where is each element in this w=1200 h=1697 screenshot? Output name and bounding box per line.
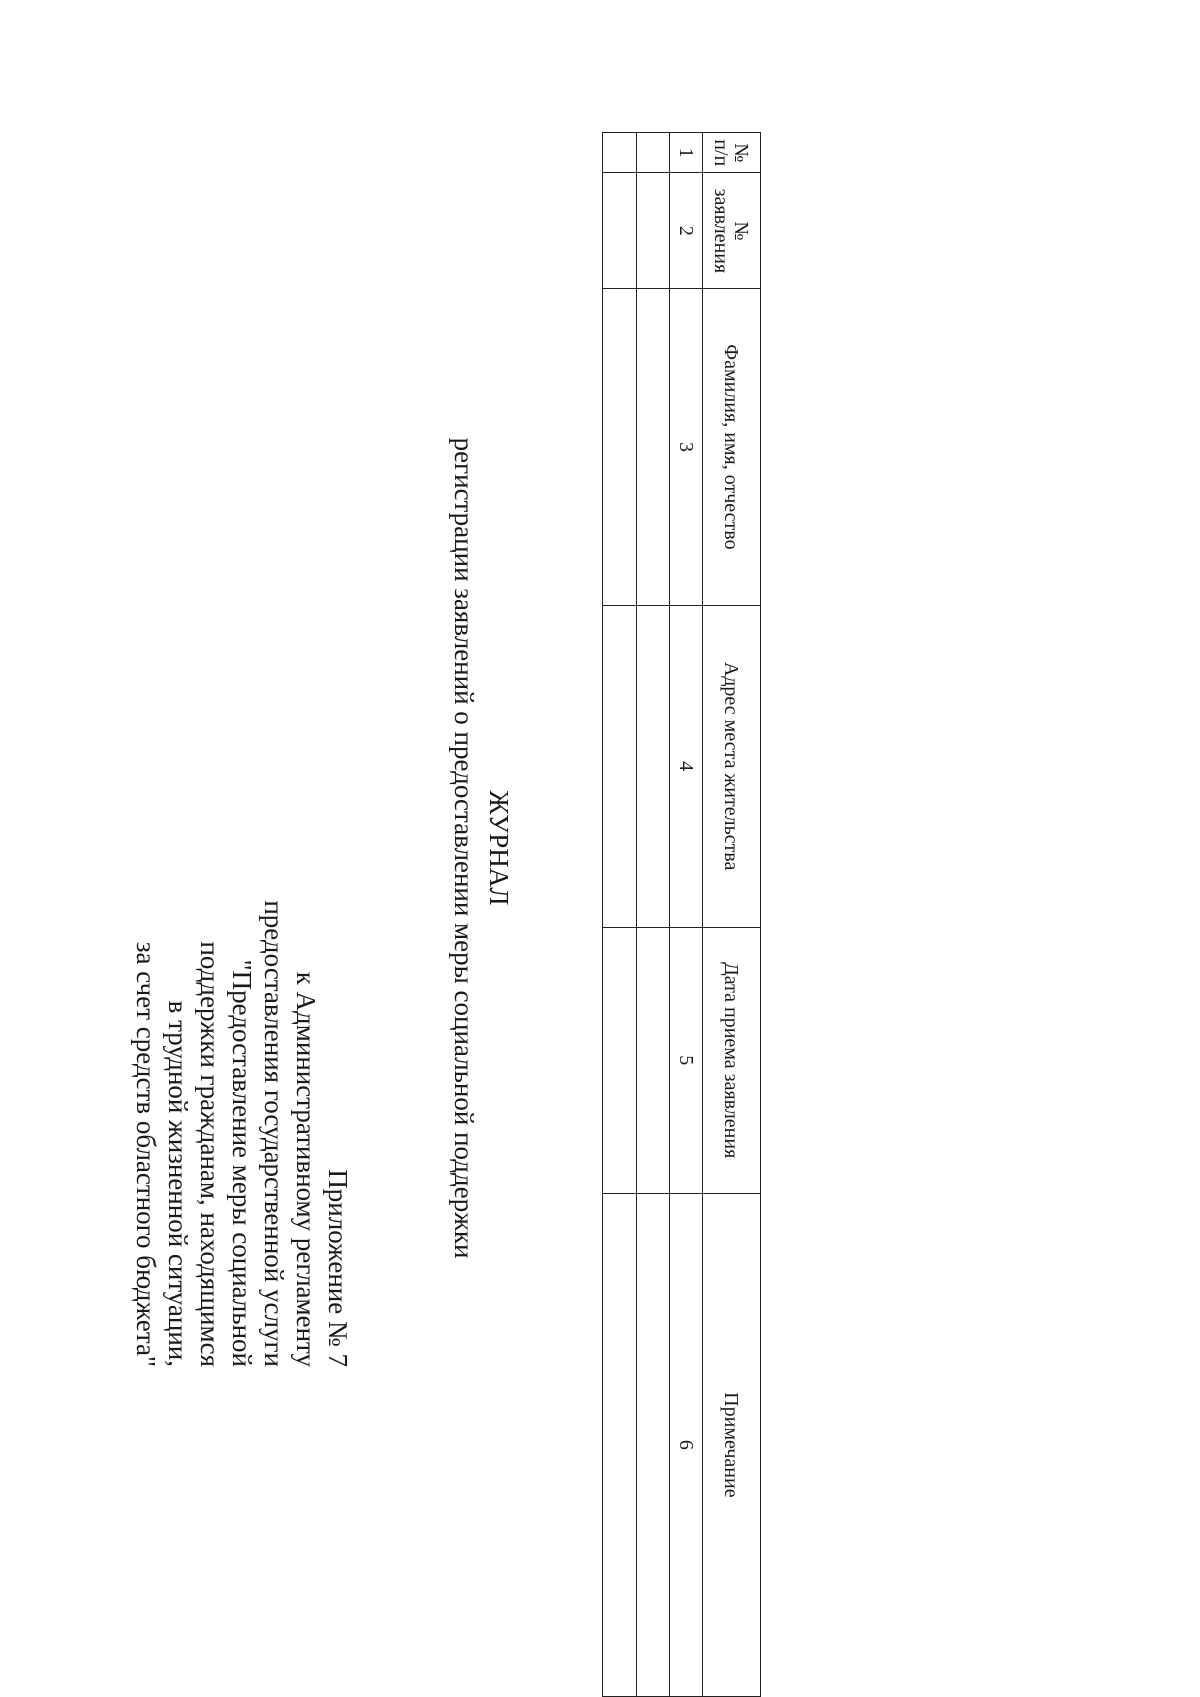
appendix-line: в трудной жизненной ситуации, (163, 1000, 193, 1367)
column-number-cell: 1 (670, 133, 703, 173)
column-number-cell: 5 (670, 927, 703, 1193)
empty-cell (603, 173, 637, 289)
registration-table (602, 132, 761, 1697)
empty-cell (603, 605, 637, 927)
appendix-line: предоставления государственной услуги (259, 900, 289, 1367)
column-number-cell: 3 (670, 289, 703, 605)
appendix-line: "Предоставление меры социальной (227, 959, 257, 1367)
empty-cell (637, 605, 670, 927)
column-number-cell: 6 (670, 1193, 703, 1696)
column-number-cell: 4 (670, 605, 703, 927)
column-header-full-name: Фамилия, имя, отчество (703, 289, 761, 605)
column-header-address: Адрес места жительства (703, 605, 761, 927)
document-title: ЖУРНАЛ (484, 790, 514, 906)
column-number-cell: 2 (670, 173, 703, 289)
appendix-block (130, 767, 354, 1367)
empty-cell (603, 289, 637, 605)
empty-cell (637, 173, 670, 289)
empty-cell (637, 927, 670, 1193)
table-row (670, 133, 703, 1697)
empty-cell (603, 133, 637, 173)
appendix-line: к Административному регламенту (291, 971, 321, 1367)
empty-cell (603, 927, 637, 1193)
document-subtitle: регистрации заявлений о предоставлении меры социальной поддержки (449, 437, 479, 1259)
empty-cell (637, 133, 670, 173)
appendix-line: за счет средств областного бюджета" (131, 941, 161, 1367)
table-row (637, 133, 670, 1697)
empty-cell (603, 1193, 637, 1696)
empty-cell (637, 1193, 670, 1696)
column-header-date: Дата приема заявления (703, 927, 761, 1193)
appendix-line: поддержки гражданам, находящимся (195, 941, 225, 1367)
table-row (603, 133, 637, 1697)
table-header-row (703, 133, 761, 1697)
empty-cell (637, 289, 670, 605)
column-header-row-number: № п/п (703, 133, 761, 173)
appendix-line: Приложение № 7 (323, 1169, 353, 1367)
column-header-note: Примечание (703, 1193, 761, 1696)
column-header-application-number: № заявления (703, 173, 761, 289)
